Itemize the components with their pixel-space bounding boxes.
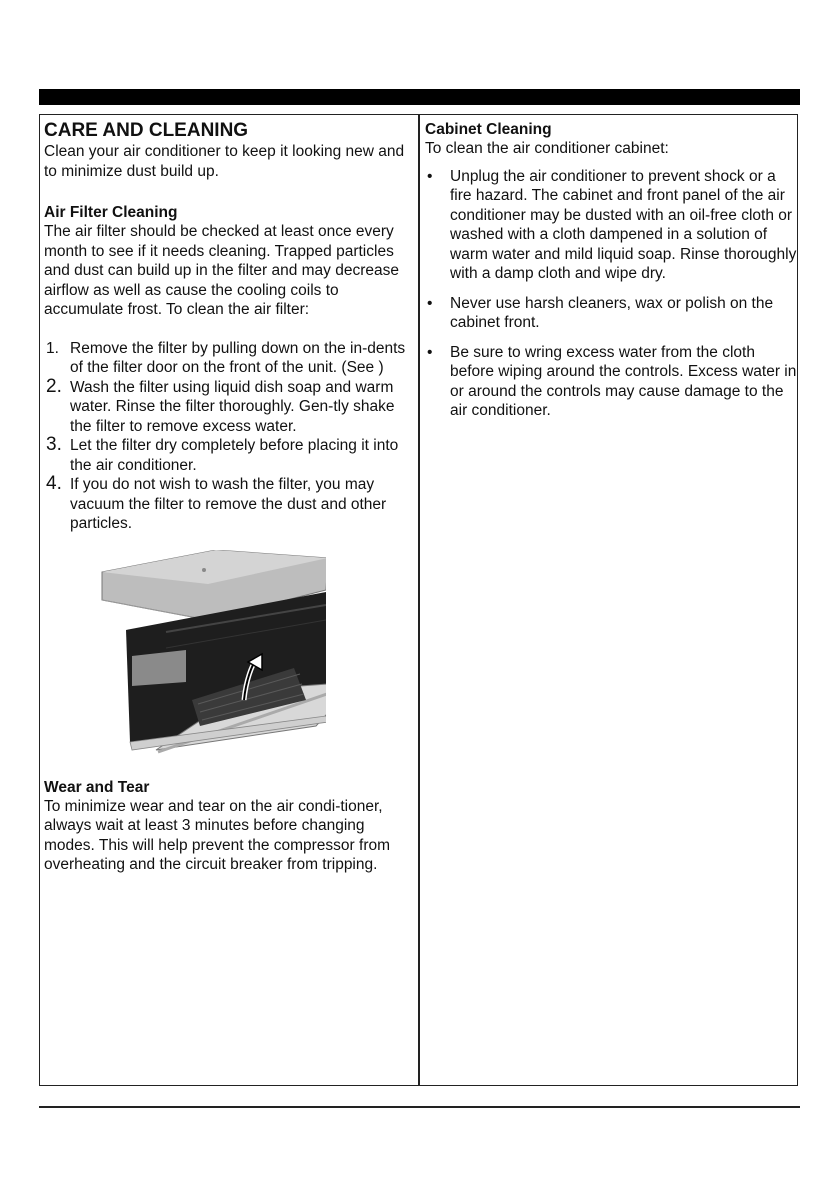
right-column: [425, 120, 797, 431]
list-item: [425, 294, 797, 333]
list-item: [44, 436, 414, 475]
bullet-icon: •: [427, 294, 433, 312]
page-title: CARE AND CLEANING: [44, 120, 249, 141]
step-text: Remove the filter by pulling down on the in-dents of the filter door on the front of the unit. (See ): [70, 339, 406, 376]
header-bar: [39, 89, 800, 105]
column-divider: [418, 114, 420, 1086]
footer-rule: [39, 1106, 800, 1108]
left-column: [44, 120, 414, 875]
step-number: 4.: [46, 473, 62, 494]
wear-body: To minimize wear and tear on the air condi-tioner, always wait at least 3 minutes before changing modes. This will help prevent the compressor from overheating and the circuit breaker from tripping.: [44, 797, 391, 873]
bullet-text: Be sure to wring excess water from the cloth before wiping around the controls. Excess water in or around the controls may cause damage to the air conditioner.: [450, 343, 797, 419]
step-number: 2.: [46, 375, 62, 397]
bullet-text: Never use harsh cleaners, wax or polish on the cabinet front.: [450, 294, 774, 331]
step-number: 1.: [46, 339, 59, 357]
cabinet-intro: To clean the air conditioner cabinet:: [425, 140, 669, 157]
air-conditioner-filter-image: [96, 550, 326, 755]
step-text: Let the filter dry completely before placing it into the air conditioner.: [70, 437, 399, 474]
step-text: If you do not wish to wash the filter, you may vacuum the filter to remove the dust and other particles.: [70, 476, 387, 532]
wear-heading: Wear and Tear: [44, 778, 150, 796]
list-item: [425, 343, 797, 421]
bullet-text: Unplug the air conditioner to prevent shock or a fire hazard. The cabinet and front panel of the air conditioner may be dusted with an oil-free cloth or washed with a cloth dampened in a solution of warm water and mild liquid soap. Rinse thoroughly with a damp cloth and wipe dry.: [450, 167, 797, 282]
cabinet-heading: Cabinet Cleaning: [425, 121, 552, 138]
list-item: [44, 475, 414, 534]
bullet-icon: •: [427, 167, 433, 185]
air-filter-body: The air filter should be checked at least once every month to see if it needs cleaning. Trapped particles and dust can build up in the filter and may decrease airflow as well as cause the cooling coils to accumulate frost. To clean the air filter:: [44, 223, 400, 318]
air-filter-heading: Air Filter Cleaning: [44, 204, 178, 221]
step-text: Wash the filter using liquid dish soap and warm water. Rinse the filter thoroughly. Gen-tly shake the filter to remove excess water.: [70, 378, 395, 435]
step-number: 3.: [46, 434, 62, 455]
filter-steps: [44, 339, 414, 534]
care-intro: Clean your air conditioner to keep it looking new and to minimize dust build up.: [44, 143, 405, 180]
list-item: [44, 339, 414, 378]
cabinet-bullets: [425, 167, 797, 421]
list-item: [44, 375, 414, 437]
bullet-icon: •: [427, 343, 433, 361]
list-item: [425, 167, 797, 284]
